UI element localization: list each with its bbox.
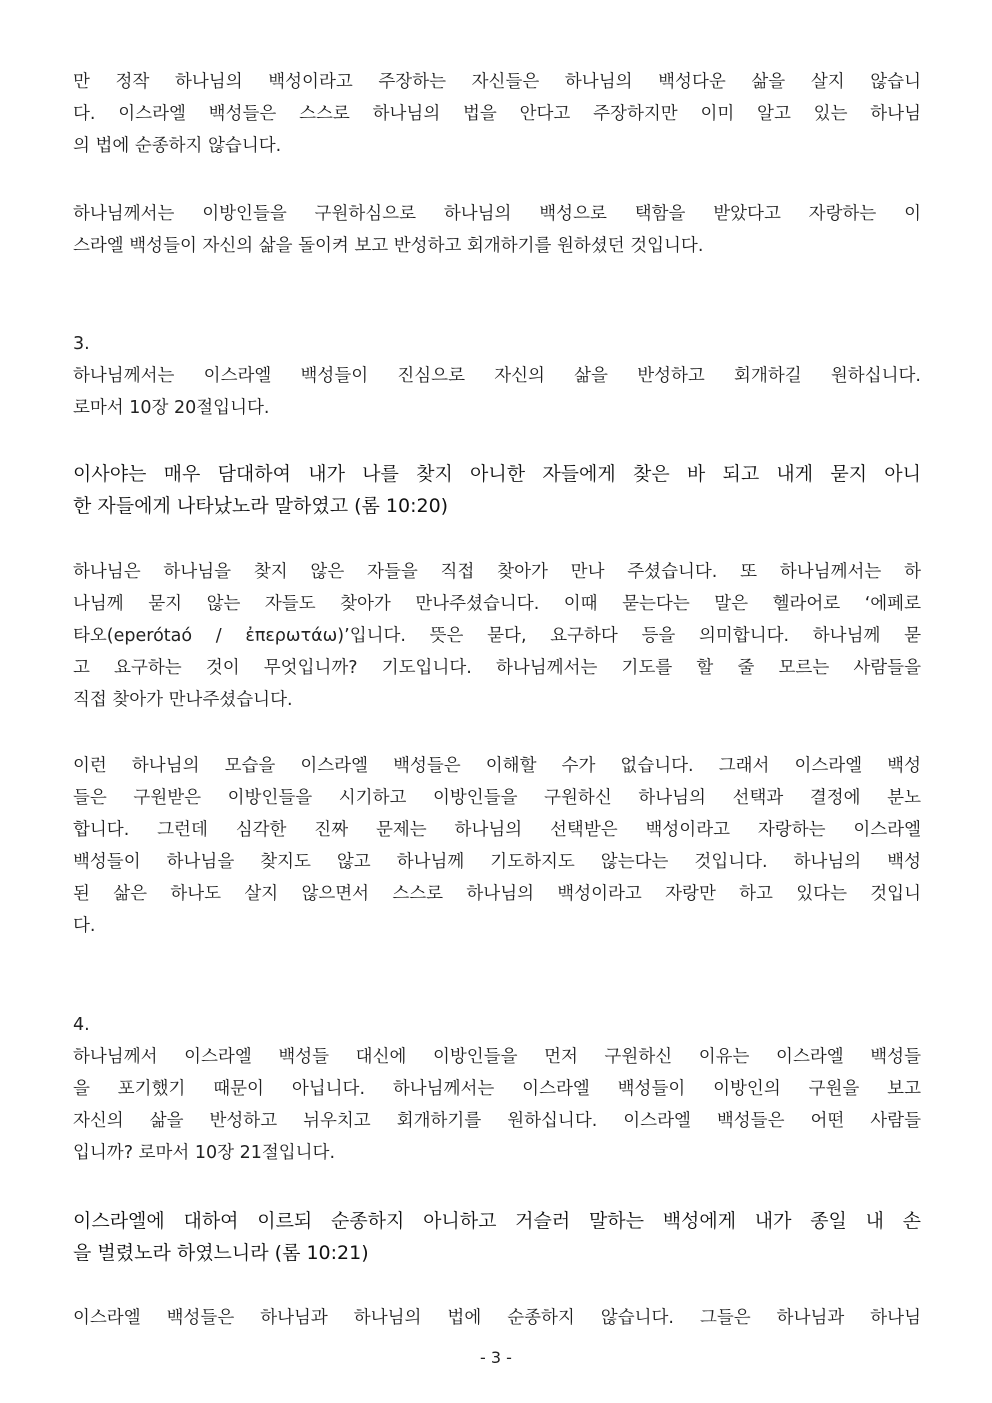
text-line: 만 정작 하나님의 백성이라고 주장하는 자신들은 하나님의 백성다운 삶을 살지 않습니 <box>73 72 921 92</box>
verse-line: 이사야는 매우 담대하여 내가 나를 찾지 아니한 자들에게 찾은 바 되고 내게 묻지 아니 <box>73 463 921 485</box>
scripture-quote-2 <box>73 1205 921 1269</box>
text-line: 다. <box>73 916 96 936</box>
text-line: 하나님께서는 이방인들을 구원하심으로 하나님의 백성으로 택함을 받았다고 자랑하는 이 <box>73 204 921 224</box>
text-line: 고 요구하는 것이 무엇입니까? 기도입니다. 하나님께서는 기도를 할 줄 모르는 사람들을 <box>73 658 921 678</box>
paragraph-1 <box>73 66 921 162</box>
text-line: 된 삶은 하나도 살지 않으면서 스스로 하나님의 백성이라고 자랑만 하고 있다는 것입니 <box>73 884 921 904</box>
text-line: 이스라엘 백성들은 하나님과 하나님의 법에 순종하지 않습니다. 그들은 하나님과 하나님 <box>73 1308 921 1328</box>
verse-line: 을 벌렸노라 하였느니라 (롬 10:21) <box>73 1242 369 1264</box>
text-line: 백성들이 하나님을 찾지도 않고 하나님께 기도하지도 않는다는 것입니다. 하나님의 백성 <box>73 852 921 872</box>
text-line: 이런 하나님의 모습을 이스라엘 백성들은 이해할 수가 없습니다. 그래서 이스라엘 백성 <box>73 756 921 776</box>
verse-line: 한 자들에게 나타났노라 말하였고 (롬 10:20) <box>73 495 449 517</box>
section-number: 3. <box>73 334 90 354</box>
text-line: 직접 찾아가 만나주셨습니다. <box>73 690 293 710</box>
text-line: 자신의 삶을 반성하고 뉘우치고 회개하기를 원하십니다. 이스라엘 백성들은 어떤 사람들 <box>73 1111 921 1131</box>
page-number: - 3 - <box>480 1348 512 1367</box>
scripture-quote-1 <box>73 458 921 522</box>
text-line: 을 포기했기 때문이 아닙니다. 하나님께서는 이스라엘 백성들이 이방인의 구원을 보고 <box>73 1079 921 1099</box>
paragraph-3 <box>73 556 921 716</box>
section-number: 4. <box>73 1015 90 1035</box>
section-4-intro <box>73 1009 921 1169</box>
text-line: 입니까? 로마서 10장 21절입니다. <box>73 1143 336 1163</box>
text-line: 의 법에 순종하지 않습니다. <box>73 136 282 156</box>
paragraph-2 <box>73 198 921 262</box>
text-line: 합니다. 그런데 심각한 진짜 문제는 하나님의 선택받은 백성이라고 자랑하는 이스라엘 <box>73 820 921 840</box>
text-line: 로마서 10장 20절입니다. <box>73 398 270 418</box>
paragraph-4 <box>73 750 921 942</box>
text-line: 타오(eperótaó / ἐπερωτάω)’입니다. 뜻은 묻다, 요구하다 등을 의미합니다. 하나님께 묻 <box>73 626 921 646</box>
text-line: 하나님은 하나님을 찾지 않은 자들을 직접 찾아가 만나 주셨습니다. 또 하나님께서는 하 <box>73 562 921 582</box>
paragraph-5 <box>73 1302 921 1334</box>
text-line: 하나님께서 이스라엘 백성들 대신에 이방인들을 먼저 구원하신 이유는 이스라엘 백성들 <box>73 1047 921 1067</box>
verse-line: 이스라엘에 대하여 이르되 순종하지 아니하고 거슬러 말하는 백성에게 내가 종일 내 손 <box>73 1210 921 1232</box>
section-3-intro <box>73 328 921 424</box>
text-line: 나님께 묻지 않는 자들도 찾아가 만나주셨습니다. 이때 묻는다는 말은 헬라어로 ‘에페로 <box>73 594 921 614</box>
text-line: 들은 구원받은 이방인들을 시기하고 이방인들을 구원하신 하나님의 선택과 결정에 분노 <box>73 788 921 808</box>
text-line: 다. 이스라엘 백성들은 스스로 하나님의 법을 안다고 주장하지만 이미 알고 있는 하나님 <box>73 104 921 124</box>
text-line: 스라엘 백성들이 자신의 삶을 돌이켜 보고 반성하고 회개하기를 원하셨던 것입니다. <box>73 236 704 256</box>
text-line: 하나님께서는 이스라엘 백성들이 진심으로 자신의 삶을 반성하고 회개하길 원하십니다. <box>73 366 921 386</box>
